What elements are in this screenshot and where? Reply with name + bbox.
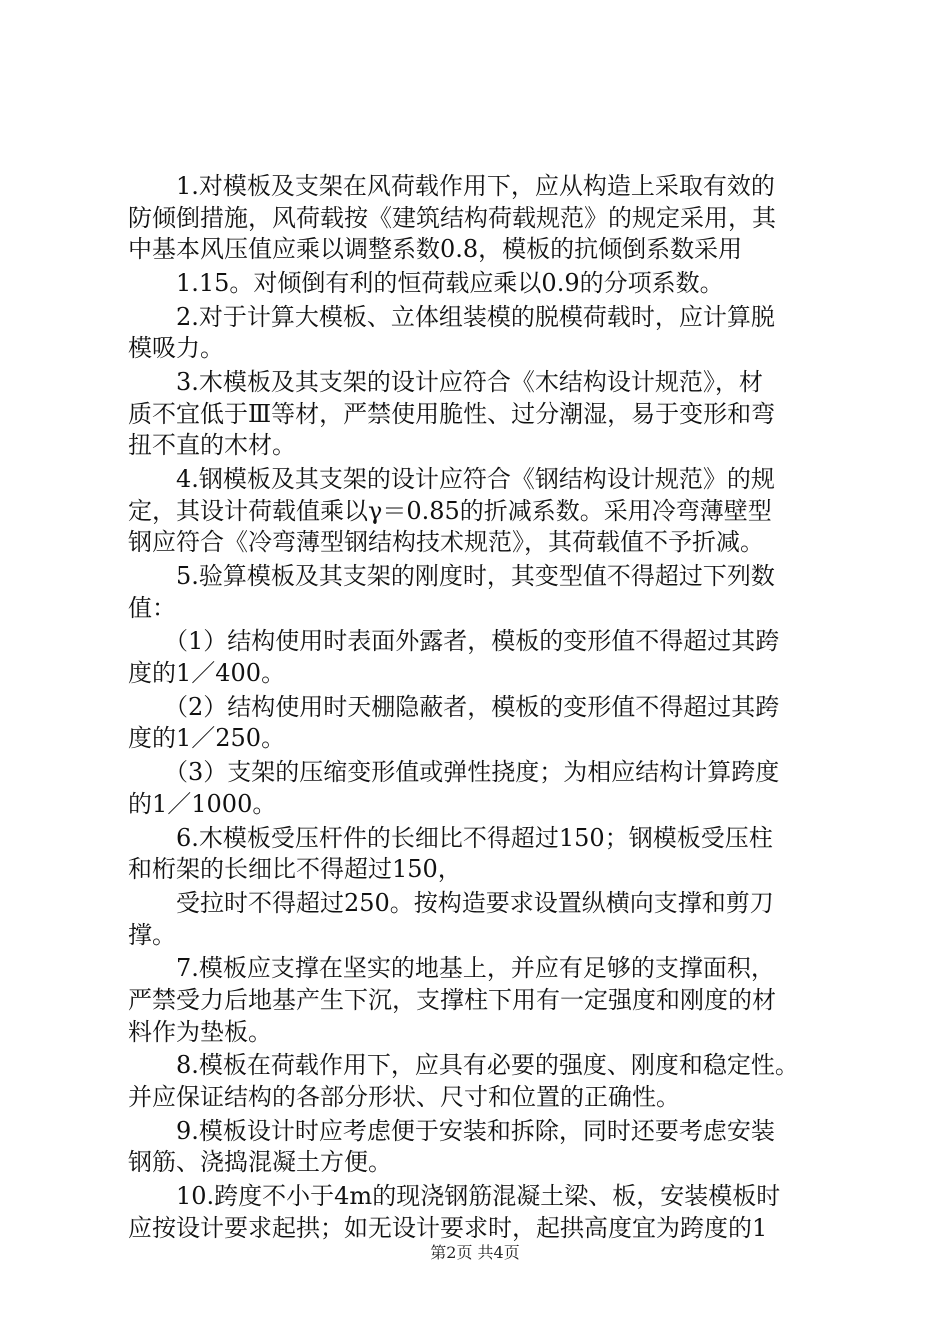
page-footer: 第2页 共4页 [430, 1243, 520, 1262]
text-line: 4.钢模板及其支架的设计应符合《钢结构设计规范》的规 [128, 465, 775, 494]
text-line: 料作为垫板。 [128, 1017, 272, 1046]
text-line: 扭不直的木材。 [128, 431, 296, 460]
text-line: 8.模板在荷载作用下，应具有必要的强度、刚度和稳定性。 [128, 1051, 799, 1080]
text-line: 钢应符合《冷弯薄型钢结构技术规范》，其荷载值不予折减。 [128, 528, 764, 557]
text-line: 质不宜低于Ⅲ等材，严禁使用脆性、过分潮湿，易于变形和弯 [128, 399, 776, 428]
text-line: 严禁受力后地基产生下沉，支撑柱下用有一定强度和刚度的材 [128, 985, 776, 1014]
text-line: 定，其设计荷载值乘以γ＝0.85的折减系数。采用冷弯薄壁型 [128, 496, 772, 525]
text-line: 的1／1000。 [128, 789, 277, 818]
text-line: 度的1／250。 [128, 724, 286, 753]
text-line: 1.15。对倾倒有利的恒荷载应乘以0.9的分项系数。 [128, 268, 724, 297]
text-line: 和桁架的长细比不得超过150， [128, 855, 462, 884]
text-line: （2）结构使用时天棚隐蔽者，模板的变形值不得超过其跨 [128, 692, 780, 721]
text-line: 受拉时不得超过250。按构造要求设置纵横向支撑和剪刀 [128, 888, 774, 917]
text-line: 度的1／400。 [128, 659, 286, 688]
text-line: 10.跨度不小于4m的现浇钢筋混凝土梁、板，安装模板时 [128, 1182, 781, 1211]
text-line: 3.木模板及其支架的设计应符合《木结构设计规范》，材 [128, 368, 763, 397]
text-line: 5.验算模板及其支架的刚度时，其变型值不得超过下列数 [128, 562, 775, 591]
text-line: 中基本风压值应乘以调整系数0.8，模板的抗倾倒系数采用 [128, 235, 743, 264]
text-line: 撑。 [128, 920, 176, 949]
text-line: 应按设计要求起拱；如无设计要求时，起拱高度宜为跨度的1 [128, 1213, 768, 1242]
text-line: 并应保证结构的各部分形状、尺寸和位置的正确性。 [128, 1082, 680, 1111]
text-line: 9.模板设计时应考虑便于安装和拆除，同时还要考虑安装 [128, 1116, 775, 1145]
text-line: 值： [128, 593, 176, 622]
text-line: （1）结构使用时表面外露者，模板的变形值不得超过其跨 [128, 627, 780, 656]
text-line: 1.对模板及支架在风荷载作用下，应从构造上采取有效的 [128, 172, 775, 200]
text-line: 钢筋、浇捣混凝土方便。 [128, 1148, 392, 1177]
text-line: 6.木模板受压杆件的长细比不得超过150；钢模板受压柱 [128, 823, 773, 852]
text-line: 7.模板应支撑在坚实的地基上，并应有足够的支撑面积， [128, 954, 775, 983]
document-body [128, 171, 848, 1244]
text-line: （3）支架的压缩变形值或弹性挠度；为相应结构计算跨度 [128, 758, 780, 787]
text-line: 防倾倒措施，风荷载按《建筑结构荷载规范》的规定采用，其 [128, 203, 776, 232]
text-line: 2.对于计算大模板、立体组装模的脱模荷载时，应计算脱 [128, 302, 775, 331]
text-line: 模吸力。 [128, 334, 224, 363]
